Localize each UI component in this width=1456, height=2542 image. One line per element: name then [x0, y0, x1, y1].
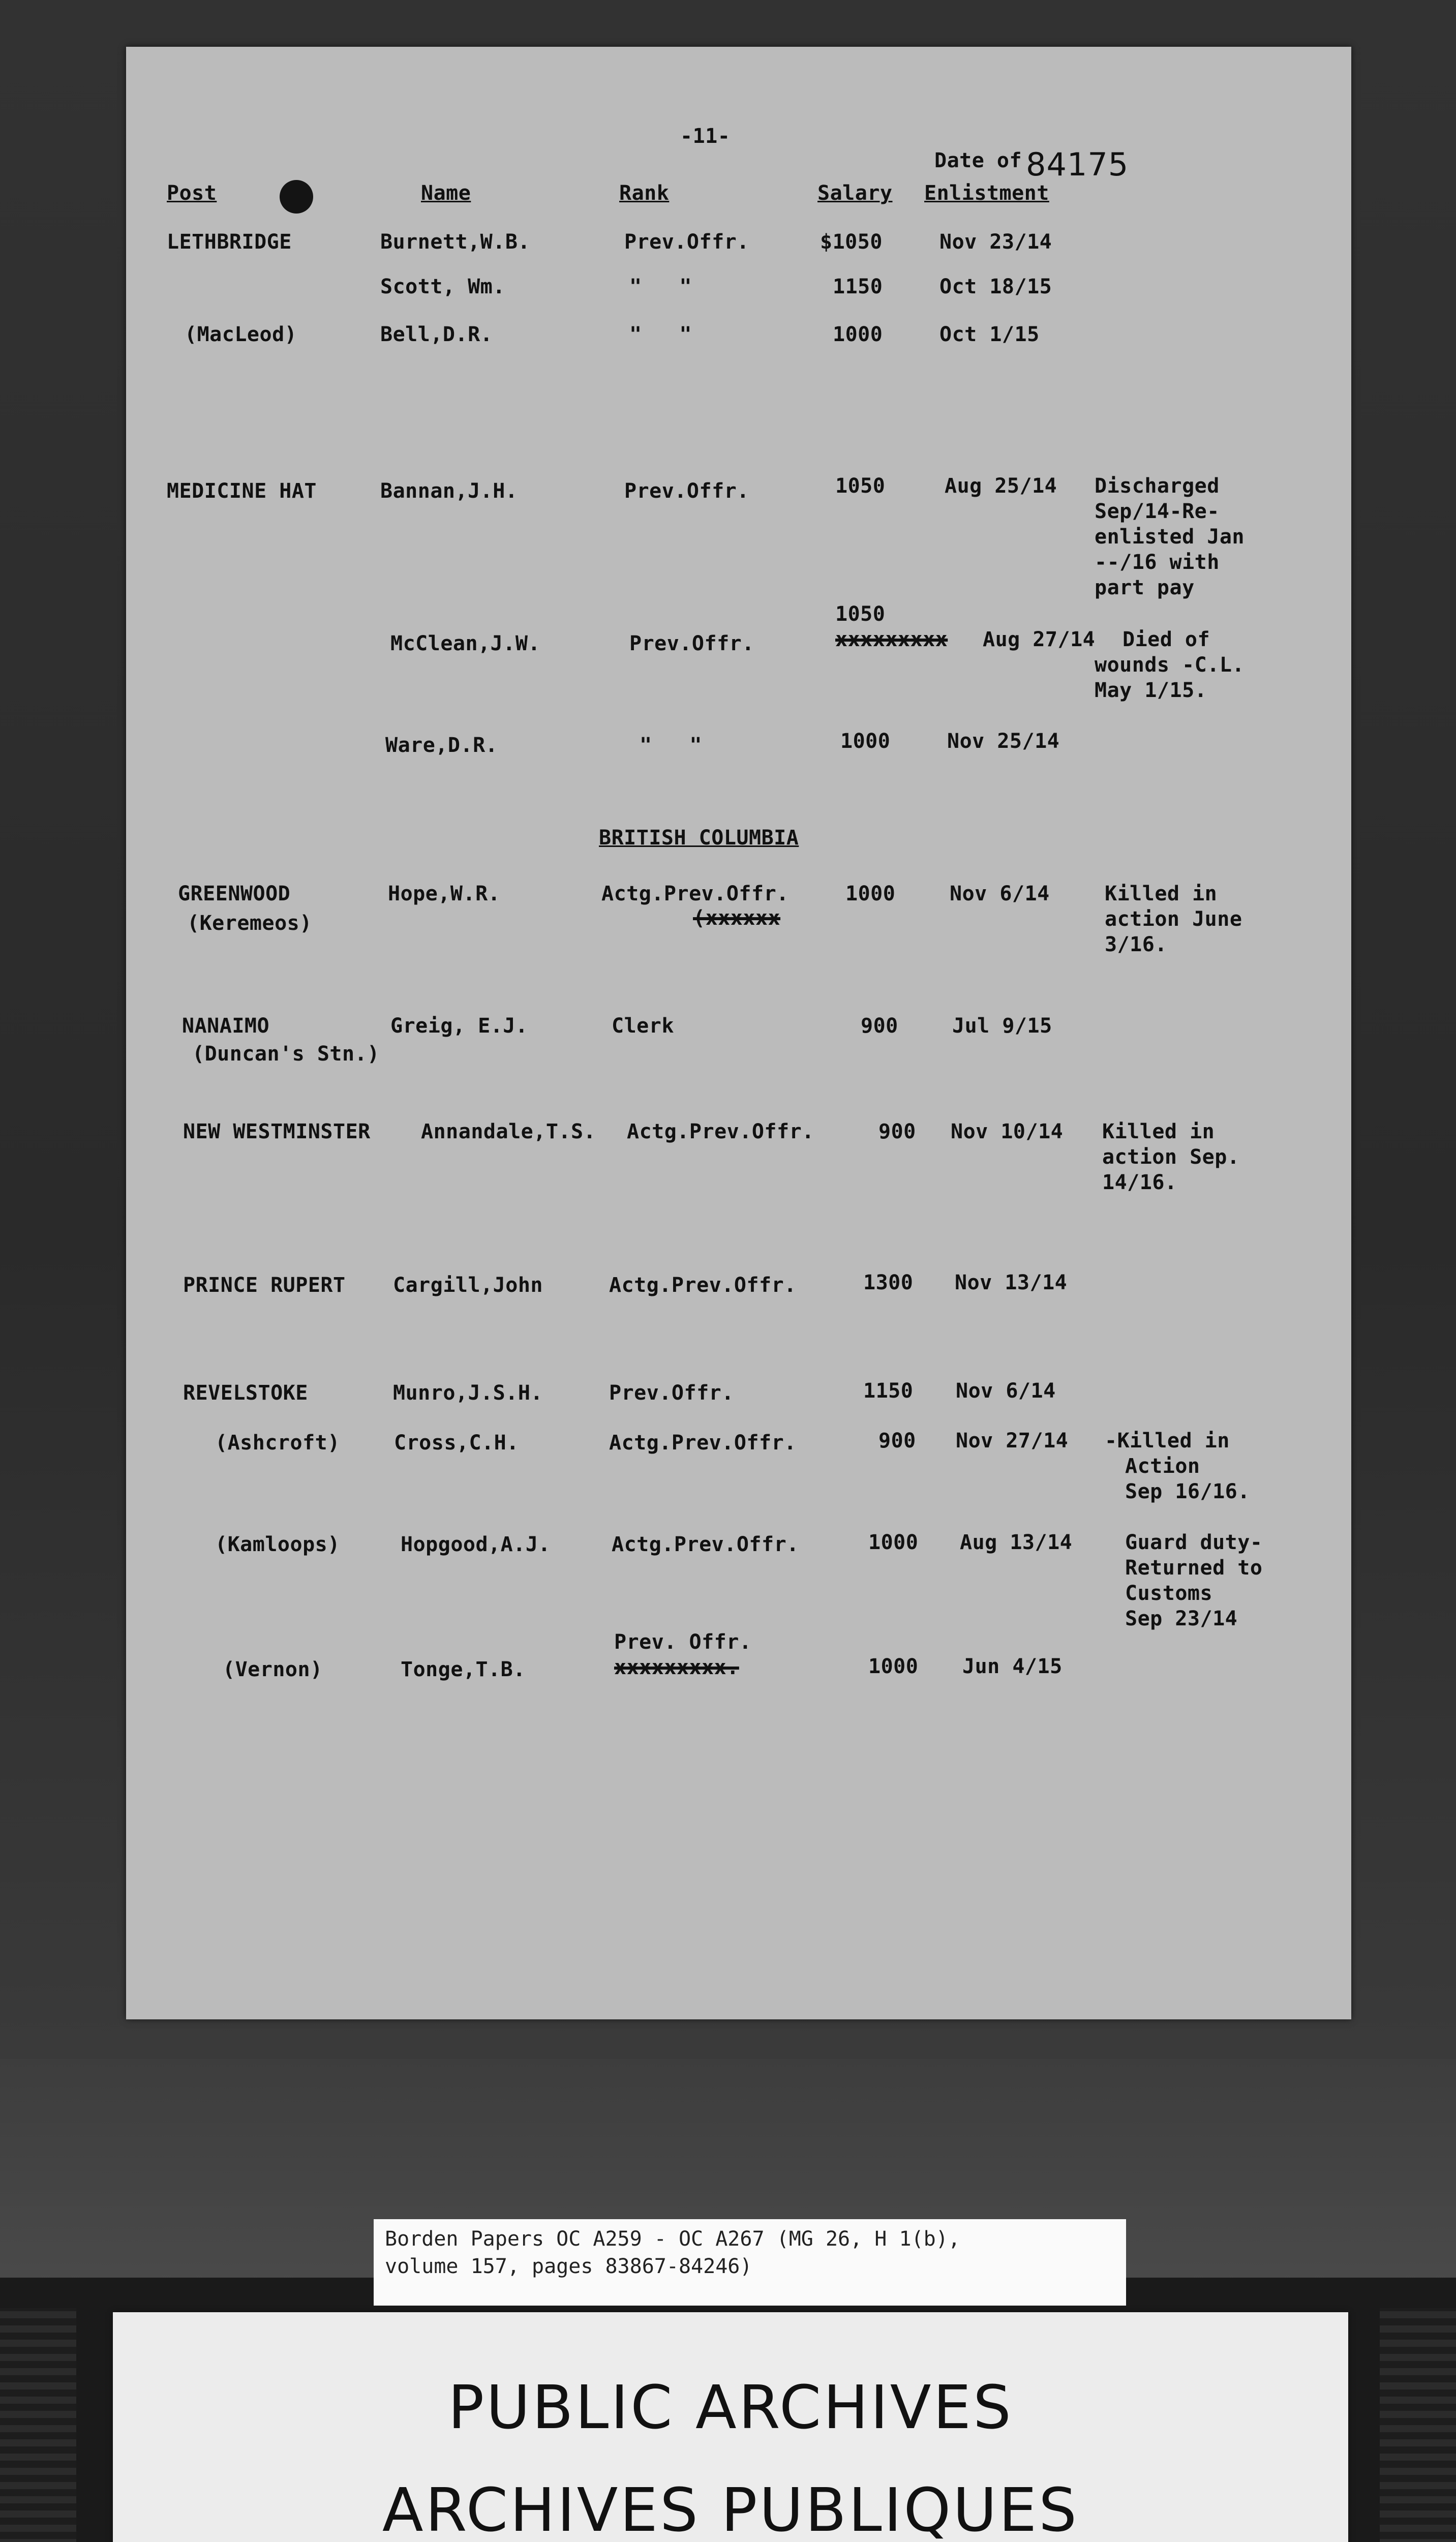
row-rank: " ": [629, 275, 692, 298]
header-enlistment: Enlistment: [924, 181, 1049, 205]
row-date: Aug 27/14: [983, 628, 1096, 651]
row-rank: Prev. Offr.: [614, 1630, 752, 1654]
film-strip-left: [0, 2308, 76, 2542]
row-post: NANAIMO: [182, 1014, 270, 1038]
header-post: Post: [167, 181, 217, 205]
header-date-of: Date of: [934, 149, 1022, 172]
row-post: PRINCE RUPERT: [183, 1274, 346, 1297]
row-salary: 1000: [845, 882, 896, 905]
row-post: (MacLeod): [185, 323, 297, 346]
row-salary: 1150: [863, 1379, 914, 1403]
row-salary: 900: [878, 1120, 916, 1143]
row-rank: Actg.Prev.Offr.: [609, 1431, 797, 1455]
row-rank: Prev.Offr.: [609, 1381, 734, 1405]
row-remark-line: --/16 with: [1095, 551, 1220, 574]
row-rank-struck: xxxxxxxxx.: [614, 1656, 739, 1679]
citation-label: [374, 2219, 1126, 2306]
row-salary: 1000: [868, 1531, 919, 1554]
row-rank: Actg.Prev.Offr.: [609, 1274, 797, 1297]
row-remark-line: Killed in: [1102, 1120, 1215, 1143]
row-remark-line: -Killed in: [1105, 1429, 1230, 1452]
row-name: Bell,D.R.: [380, 323, 493, 346]
header-salary: Salary: [817, 181, 893, 205]
row-name: Cargill,John: [393, 1274, 543, 1297]
row-remark-line: Died of: [1123, 628, 1210, 651]
row-remark-line: wounds -C.L.: [1095, 653, 1245, 677]
row-salary: 1050: [835, 474, 886, 498]
row-rank: " ": [629, 323, 692, 346]
row-remark-line: part pay: [1095, 576, 1195, 599]
row-remark-line: 3/16.: [1105, 933, 1167, 956]
header-rank: Rank: [619, 181, 670, 205]
row-post: NEW WESTMINSTER: [183, 1120, 371, 1143]
row-name: Annandale,T.S.: [421, 1120, 596, 1143]
row-post: (Vernon): [223, 1658, 323, 1681]
punch-hole: [280, 180, 313, 214]
row-remark-line: Customs: [1125, 1582, 1213, 1605]
row-date: Aug 25/14: [945, 474, 1057, 498]
row-date: Jul 9/15: [952, 1014, 1052, 1038]
film-strip-right: [1380, 2308, 1456, 2542]
archive-card-line-1: PUBLIC ARCHIVES: [448, 2372, 1013, 2442]
typed-document-page: [126, 47, 1351, 2019]
archive-card: [113, 2312, 1348, 2542]
row-name: Cross,C.H.: [394, 1431, 519, 1455]
row-name: Tonge,T.B.: [401, 1658, 526, 1681]
row-name: McClean,J.W.: [390, 632, 540, 655]
row-post: GREENWOOD: [178, 882, 291, 905]
row-remark-line: Returned to: [1125, 1556, 1263, 1580]
row-rank: Clerk: [612, 1014, 674, 1038]
row-post: MEDICINE HAT: [167, 479, 317, 503]
row-rank: Prev.Offr.: [624, 230, 749, 254]
stamp-number: 84175: [1026, 146, 1129, 183]
row-remark-line: Sep 16/16.: [1125, 1480, 1250, 1503]
row-salary-struck: xxxxxxxxx: [835, 628, 948, 651]
row-date: Nov 6/14: [950, 882, 1050, 905]
row-rank-struck: (xxxxxx: [693, 906, 781, 930]
row-name: Burnett,W.B.: [380, 230, 530, 254]
row-salary: 900: [878, 1429, 916, 1452]
row-salary: 1000: [833, 323, 883, 346]
row-post: (Ashcroft): [215, 1431, 340, 1455]
citation-line-1: Borden Papers OC A259 - OC A267 (MG 26, H 1(b),: [385, 2227, 960, 2251]
row-salary: $1050: [820, 230, 883, 254]
row-remark-line: 14/16.: [1102, 1171, 1177, 1194]
row-salary: 1000: [840, 730, 891, 753]
row-name: Greig, E.J.: [390, 1014, 528, 1038]
row-remark-line: Sep 23/14: [1125, 1607, 1238, 1630]
row-rank: Prev.Offr.: [629, 632, 754, 655]
row-date: Jun 4/15: [962, 1655, 1063, 1678]
row-post: (Kamloops): [215, 1533, 340, 1556]
row-post: LETHBRIDGE: [167, 230, 292, 254]
row-rank: " ": [640, 734, 702, 757]
row-date: Nov 10/14: [951, 1120, 1064, 1143]
row-date: Nov 23/14: [939, 230, 1052, 254]
page-number: -11-: [680, 125, 731, 148]
row-date: Nov 6/14: [956, 1379, 1056, 1403]
row-name: Scott, Wm.: [380, 275, 505, 298]
row-salary: 900: [861, 1014, 898, 1038]
row-rank: Actg.Prev.Offr.: [627, 1120, 814, 1143]
row-remark-line: Killed in: [1105, 882, 1218, 905]
row-rank: Actg.Prev.Offr.: [612, 1533, 799, 1556]
row-remark-line: action Sep.: [1102, 1145, 1240, 1169]
row-salary: 1000: [868, 1655, 919, 1678]
citation-line-2: volume 157, pages 83867-84246): [385, 2255, 752, 2278]
row-date: Nov 25/14: [947, 730, 1060, 753]
row-date: Nov 13/14: [955, 1271, 1068, 1294]
archive-card-line-2: ARCHIVES PUBLIQUES: [382, 2475, 1079, 2542]
section-heading: BRITISH COLUMBIA: [599, 826, 799, 850]
row-rank: Actg.Prev.Offr.: [601, 882, 789, 905]
row-salary: 1300: [863, 1271, 914, 1294]
row-remark-line: Discharged: [1095, 474, 1220, 498]
row-remark-line: action June: [1105, 907, 1242, 931]
row-name: Hopgood,A.J.: [401, 1533, 551, 1556]
header-name: Name: [421, 181, 471, 205]
row-remark-line: Guard duty-: [1125, 1531, 1263, 1554]
row-name: Hope,W.R.: [388, 882, 501, 905]
row-rank: Prev.Offr.: [624, 479, 749, 503]
row-remark-line: May 1/15.: [1095, 679, 1207, 702]
row-name: Ware,D.R.: [385, 734, 498, 757]
row-date: Oct 1/15: [939, 323, 1040, 346]
row-remark-line: Sep/14-Re-: [1095, 500, 1220, 523]
row-salary: 1050: [835, 602, 886, 626]
row-salary: 1150: [833, 275, 883, 298]
row-remark-line: Action: [1125, 1455, 1200, 1478]
row-name: Bannan,J.H.: [380, 479, 518, 503]
row-remark-line: enlisted Jan: [1095, 525, 1245, 549]
row-post-sub: (Duncan's Stn.): [192, 1042, 380, 1066]
row-name: Munro,J.S.H.: [393, 1381, 543, 1405]
row-post-sub: (Keremeos): [187, 912, 312, 935]
row-date: Oct 18/15: [939, 275, 1052, 298]
row-date: Aug 13/14: [960, 1531, 1073, 1554]
row-post: REVELSTOKE: [183, 1381, 308, 1405]
row-date: Nov 27/14: [956, 1429, 1069, 1452]
